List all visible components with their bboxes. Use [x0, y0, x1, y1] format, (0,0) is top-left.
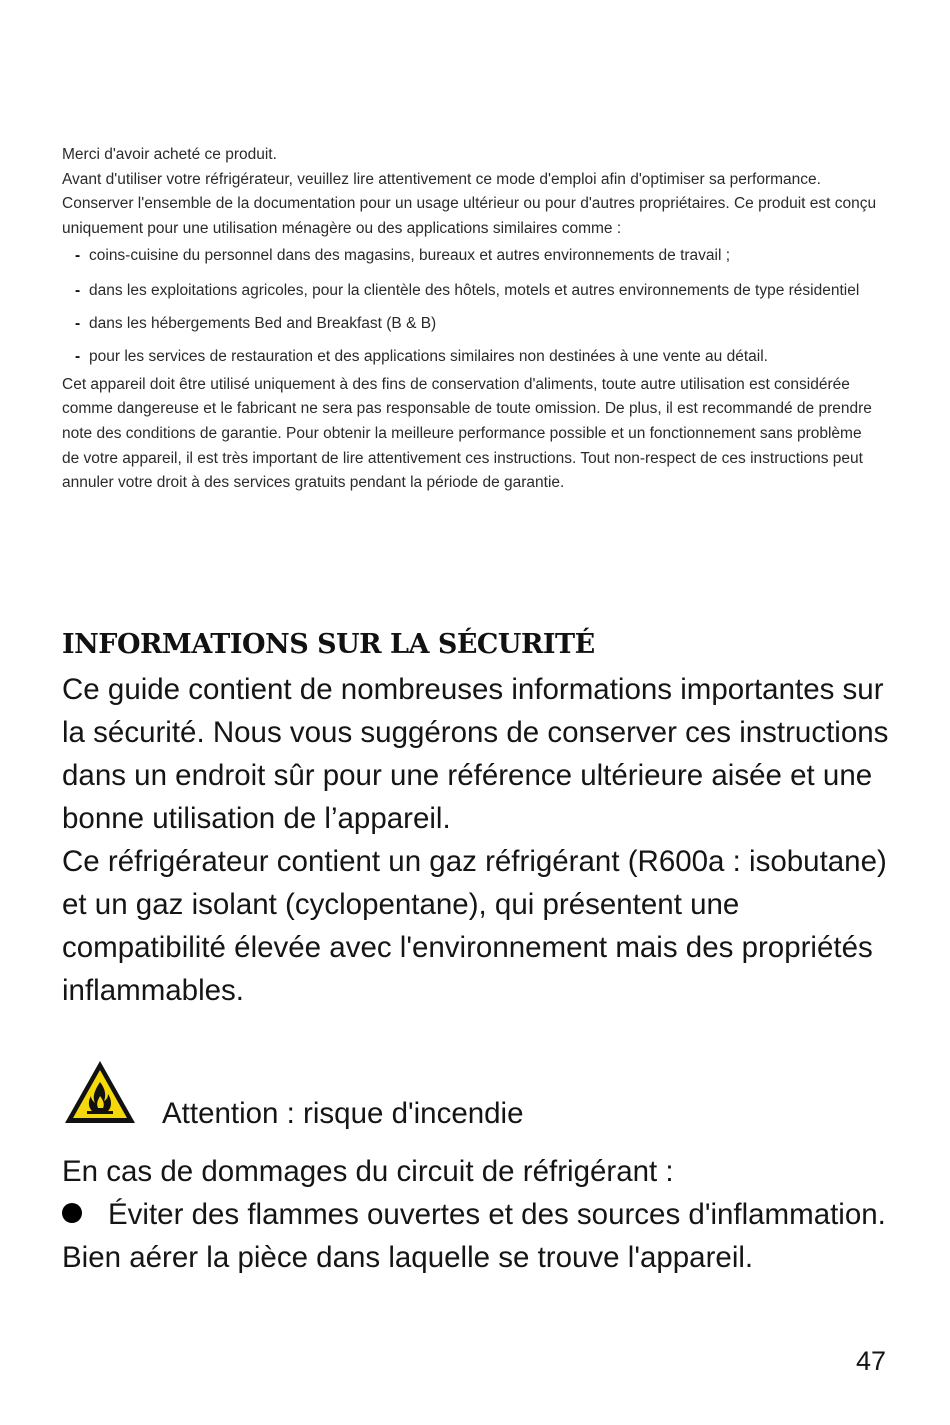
- page-number: 47: [855, 1346, 886, 1376]
- dash-bullet-icon: -: [75, 348, 81, 366]
- bullet-dot-icon: [62, 1203, 82, 1223]
- intro-section: [62, 143, 882, 496]
- damage-section: [62, 1150, 902, 1279]
- ventilate-text: Bien aérer la pièce dans laquelle se trouve l'appareil.: [62, 1241, 754, 1274]
- intro-paragraph: Avant d'utiliser votre réfrigérateur, veuillez lire attentivement ce mode d'emploi afin d'optimiser sa performance. Conserver l'ensemble de la documentation pour un usage ultérieur ou pour d'autres propriétaires. Ce produit est conçu uniquement pour une utilisation ménagère ou des applications similaires comme :: [62, 170, 877, 237]
- usage-list: [62, 242, 882, 372]
- damage-bullet: [62, 1193, 902, 1236]
- safety-title: INFORMATIONS SUR LA SÉCURITÉ: [62, 629, 595, 660]
- usage-list-item: - dans les hébergements Bed and Breakfast (B & B): [62, 310, 882, 339]
- dash-bullet-icon: -: [75, 314, 81, 332]
- usage-list-item: - coins-cuisine du personnel dans des magasins, bureaux et autres environnements de travail ;: [62, 242, 882, 271]
- damage-bullet-text: Éviter des flammes ouvertes et des sources d'inflammation.: [108, 1198, 886, 1231]
- dash-bullet-icon: -: [75, 247, 81, 265]
- safety-guide-text: Ce guide contient de nombreuses informations importantes sur la sécurité. Nous vous suggérons de conserver ces instructions dans un endroit sûr pour une référence ultérieure aisée et une bonne utilisation de l’appareil.: [62, 673, 889, 835]
- fire-warning-text: Attention : risque d'incendie: [162, 1097, 524, 1130]
- thanks-text: Merci d'avoir acheté ce produit.: [62, 146, 277, 163]
- dash-bullet-icon: -: [75, 281, 81, 299]
- fire-hazard-triangle-icon: [62, 1058, 138, 1126]
- fire-warning: [62, 1058, 902, 1130]
- damage-heading: En cas de dommages du circuit de réfrigérant :: [62, 1155, 674, 1188]
- gas-info-text: Ce réfrigérateur contient un gaz réfrigérant (R600a : isobutane) et un gaz isolant (cyclopentane), qui présentent une compatibilité élevée avec l'environnement mais des propriétés inflammables.: [62, 845, 887, 1007]
- closing-paragraph: Cet appareil doit être utilisé uniquement à des fins de conservation d'aliments, toute autre utilisation est considérée comme dangereuse et le fabricant ne sera pas responsable de toute omission. De plus, il est recommandé de prendre note des conditions de garantie. Pour obtenir la meilleure performance possible et un fonctionnement sans problème de votre appareil, il est très important de lire attentivement ces instructions. Tout non-respect de ces instructions peut annuler votre droit à des services gratuits pendant la période de garantie.: [62, 375, 872, 492]
- usage-list-item: - pour les services de restauration et des applications similaires non destinées à une vente au détail.: [62, 343, 882, 372]
- safety-section: [62, 622, 902, 1012]
- usage-list-item: - dans les exploitations agricoles, pour la clientèle des hôtels, motels et autres environnements de type résidentiel: [62, 276, 882, 305]
